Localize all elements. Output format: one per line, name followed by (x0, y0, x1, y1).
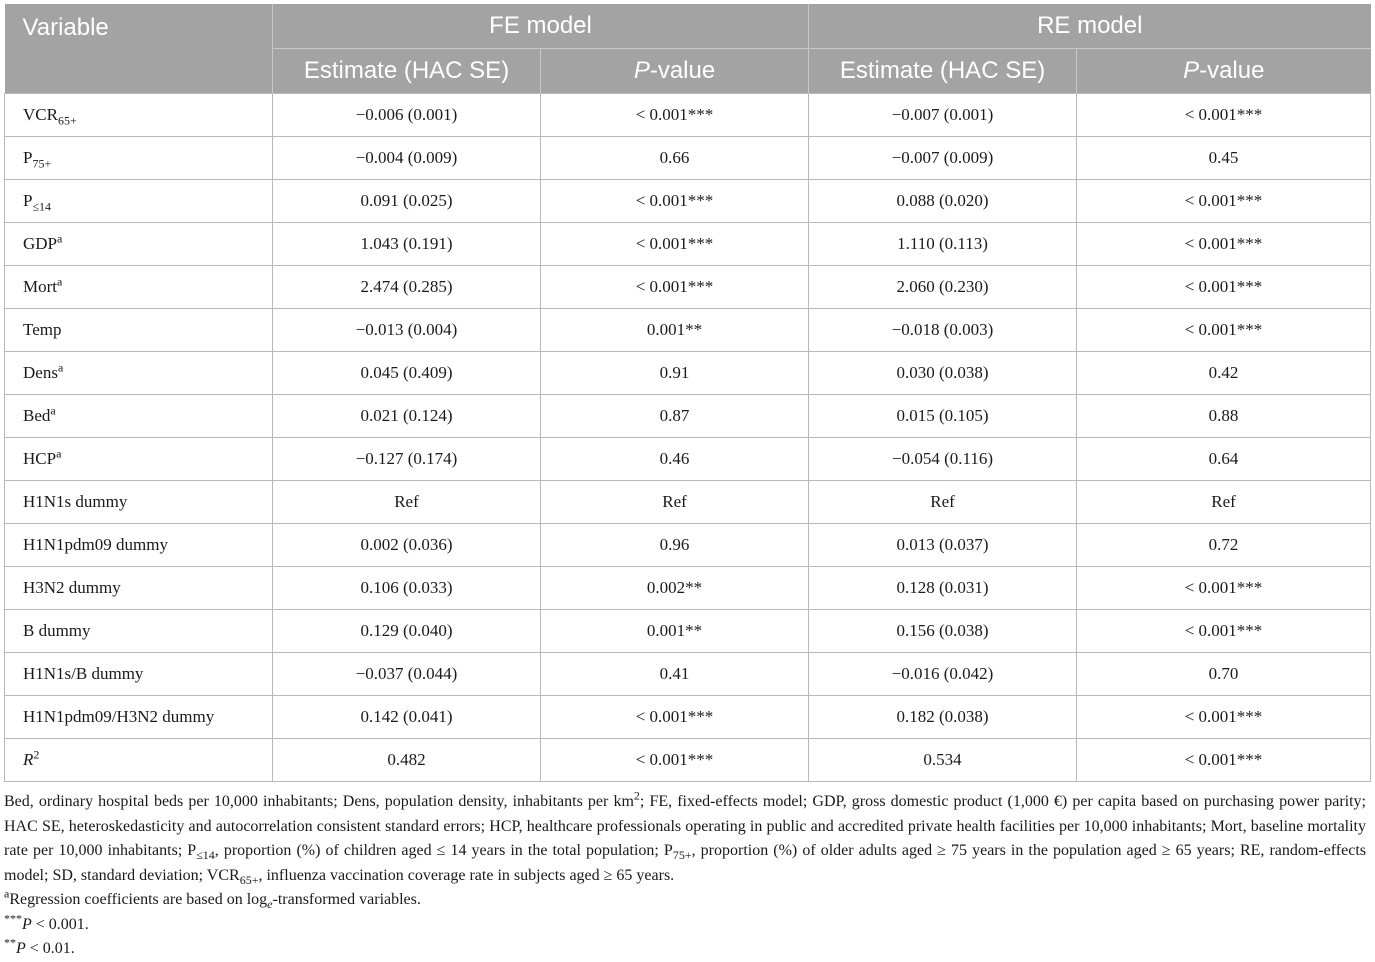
cell-re-estimate: −0.016 (0.042) (809, 653, 1077, 696)
footnote-sub: 75+ (672, 848, 692, 863)
cell-fe-pvalue: < 0.001*** (541, 94, 809, 137)
cell-variable (5, 696, 273, 739)
cell-re-estimate: Ref (809, 481, 1077, 524)
cell-fe-pvalue: 0.001** (541, 309, 809, 352)
cell-re-pvalue: < 0.001*** (1077, 610, 1371, 653)
table-footnotes (4, 790, 1366, 962)
cell-re-estimate: 0.013 (0.037) (809, 524, 1077, 567)
cell-re-pvalue: < 0.001*** (1077, 739, 1371, 782)
cell-fe-pvalue: 0.91 (541, 352, 809, 395)
footnote-sub: ≤14 (196, 848, 215, 863)
table-row (5, 137, 1371, 180)
footnote-sup: 2 (633, 788, 640, 803)
regression-table (4, 4, 1371, 782)
cell-fe-estimate: 2.474 (0.285) (273, 266, 541, 309)
table-row (5, 524, 1371, 567)
footnote-text: Regression coefficients are based on log (9, 891, 268, 908)
variable-subscript: 75+ (32, 156, 52, 171)
variable-name: GDP (23, 234, 58, 253)
cell-re-estimate: −0.054 (0.116) (809, 438, 1077, 481)
footnote-sup: a (4, 886, 10, 901)
cell-fe-estimate: 0.091 (0.025) (273, 180, 541, 223)
regression-table-container (4, 4, 1370, 782)
table-row (5, 266, 1371, 309)
cell-fe-estimate: −0.004 (0.009) (273, 137, 541, 180)
cell-re-estimate: 0.128 (0.031) (809, 567, 1077, 610)
variable-name: HCP (23, 449, 57, 468)
cell-variable (5, 137, 273, 180)
cell-re-estimate: 0.030 (0.038) (809, 352, 1077, 395)
header-p-rest: -value (649, 57, 716, 84)
variable-superscript: a (56, 446, 62, 461)
footnote-three-star (4, 913, 1366, 938)
header-fe-estimate: Estimate (HAC SE) (273, 49, 541, 94)
variable-name: B dummy (23, 621, 91, 640)
cell-variable (5, 352, 273, 395)
cell-re-pvalue: 0.72 (1077, 524, 1371, 567)
header-fe-pvalue (541, 49, 809, 94)
footnote-sup: *** (4, 911, 22, 926)
cell-re-pvalue: 0.42 (1077, 352, 1371, 395)
cell-re-estimate: 0.088 (0.020) (809, 180, 1077, 223)
cell-fe-pvalue: < 0.001*** (541, 266, 809, 309)
cell-fe-pvalue: < 0.001*** (541, 739, 809, 782)
cell-re-estimate: 0.015 (0.105) (809, 395, 1077, 438)
cell-fe-pvalue: < 0.001*** (541, 696, 809, 739)
cell-fe-pvalue: Ref (541, 481, 809, 524)
cell-variable (5, 610, 273, 653)
table-body (5, 94, 1371, 782)
variable-name: R (23, 750, 34, 769)
cell-fe-pvalue: 0.001** (541, 610, 809, 653)
cell-fe-pvalue: 0.46 (541, 438, 809, 481)
cell-fe-pvalue: 0.96 (541, 524, 809, 567)
cell-fe-pvalue: < 0.001*** (541, 180, 809, 223)
cell-re-pvalue: 0.64 (1077, 438, 1371, 481)
cell-fe-estimate: 0.482 (273, 739, 541, 782)
footnote-a (4, 888, 1366, 913)
cell-fe-estimate: −0.037 (0.044) (273, 653, 541, 696)
cell-re-pvalue: < 0.001*** (1077, 266, 1371, 309)
table-row (5, 438, 1371, 481)
cell-re-estimate: 0.534 (809, 739, 1077, 782)
cell-re-pvalue: < 0.001*** (1077, 696, 1371, 739)
table-row (5, 696, 1371, 739)
cell-variable (5, 266, 273, 309)
table-row (5, 567, 1371, 610)
variable-subscript: 65+ (57, 113, 77, 128)
header-p-italic: P (633, 57, 650, 84)
footnote-text: < 0.01. (25, 940, 75, 957)
footnote-text: < 0.001. (31, 915, 89, 933)
cell-variable (5, 438, 273, 481)
table-row (5, 352, 1371, 395)
cell-fe-pvalue: 0.87 (541, 395, 809, 438)
variable-superscript: a (50, 403, 56, 418)
cell-re-pvalue: < 0.001*** (1077, 180, 1371, 223)
footnote-text: , proportion (%) of children aged ≤ 14 years in the total population; P (214, 842, 673, 859)
cell-re-pvalue: < 0.001*** (1077, 309, 1371, 352)
footnote-text: ; FE, fixed-effects model; GDP, gross domestic product (1,000 €) per capita based on purchasing power parity; HAC SE, heteroskedasticity and autocorrelation consistent standard errors; HCP, healthcare professionals operating in public and accredited private health facilities per 10,000 inhabitants; Mort, baseline mortality rate per 10,000 inhabitants; P (4, 793, 1367, 859)
variable-name: Bed (23, 406, 51, 425)
cell-variable (5, 524, 273, 567)
cell-re-estimate: 1.110 (0.113) (809, 223, 1077, 266)
variable-name: Mort (23, 277, 57, 296)
header-fe-model: FE model (273, 4, 809, 49)
table-row (5, 180, 1371, 223)
cell-variable (5, 739, 273, 782)
cell-variable (5, 653, 273, 696)
footnote-sub: e (267, 897, 273, 912)
cell-fe-estimate: 0.129 (0.040) (273, 610, 541, 653)
footnote-text: , influenza vaccination coverage rate in subjects aged ≥ 65 years. (258, 866, 675, 884)
table-row (5, 395, 1371, 438)
cell-re-estimate: 0.156 (0.038) (809, 610, 1077, 653)
cell-re-pvalue: < 0.001*** (1077, 223, 1371, 266)
variable-superscript: a (57, 274, 63, 289)
variable-superscript: a (57, 231, 63, 246)
table-row (5, 309, 1371, 352)
cell-fe-estimate: 0.045 (0.409) (273, 352, 541, 395)
footnote-sup: ** (4, 935, 16, 950)
header-re-pvalue (1077, 49, 1371, 94)
table-row (5, 481, 1371, 524)
cell-fe-estimate: −0.006 (0.001) (273, 94, 541, 137)
footnote-p: P (22, 915, 32, 933)
header-variable: Variable (5, 4, 273, 94)
cell-variable (5, 94, 273, 137)
cell-fe-estimate: Ref (273, 481, 541, 524)
variable-name: H1N1s/B dummy (23, 664, 144, 683)
table-header (5, 4, 1371, 94)
variable-superscript: 2 (33, 747, 40, 762)
cell-fe-estimate: 1.043 (0.191) (273, 223, 541, 266)
cell-variable (5, 395, 273, 438)
cell-fe-pvalue: < 0.001*** (541, 223, 809, 266)
cell-variable (5, 309, 273, 352)
cell-fe-pvalue: 0.002** (541, 567, 809, 610)
variable-name: H1N1s dummy (23, 492, 128, 511)
cell-variable (5, 180, 273, 223)
cell-re-pvalue: < 0.001*** (1077, 94, 1371, 137)
cell-variable (5, 481, 273, 524)
variable-name: Temp (23, 320, 62, 339)
variable-name: H1N1pdm09/H3N2 dummy (23, 707, 215, 726)
header-p-rest: -value (1199, 57, 1265, 84)
variable-name: H3N2 dummy (23, 578, 121, 597)
variable-subscript: ≤14 (32, 199, 52, 214)
variable-name: Dens (23, 363, 58, 382)
variable-superscript: a (57, 360, 64, 375)
footnote-text: , proportion (%) of older adults aged ≥ 75 years in the population aged ≥ 65 years; RE, random-effects model; SD, standard deviation; VCR (4, 842, 1366, 884)
cell-fe-estimate: 0.142 (0.041) (273, 696, 541, 739)
cell-re-estimate: 2.060 (0.230) (809, 266, 1077, 309)
cell-re-pvalue: 0.88 (1077, 395, 1371, 438)
variable-name: P (23, 191, 33, 210)
cell-fe-estimate: −0.013 (0.004) (273, 309, 541, 352)
cell-re-pvalue: Ref (1077, 481, 1371, 524)
table-row (5, 223, 1371, 266)
header-p-italic: P (1183, 57, 1200, 84)
cell-re-pvalue: < 0.001*** (1077, 567, 1371, 610)
cell-re-estimate: −0.007 (0.009) (809, 137, 1077, 180)
table-row (5, 653, 1371, 696)
table-row (5, 739, 1371, 782)
footnote-text: -transformed variables. (272, 891, 421, 908)
table-row (5, 610, 1371, 653)
cell-re-estimate: 0.182 (0.038) (809, 696, 1077, 739)
variable-name: H1N1pdm09 dummy (23, 535, 168, 554)
footnote-p: P (16, 940, 26, 957)
cell-fe-pvalue: 0.41 (541, 653, 809, 696)
cell-re-pvalue: 0.45 (1077, 137, 1371, 180)
header-re-model: RE model (809, 4, 1371, 49)
cell-fe-estimate: 0.002 (0.036) (273, 524, 541, 567)
cell-fe-estimate: 0.106 (0.033) (273, 567, 541, 610)
cell-re-estimate: −0.007 (0.001) (809, 94, 1077, 137)
variable-name: VCR (23, 105, 58, 124)
cell-variable (5, 567, 273, 610)
header-re-estimate: Estimate (HAC SE) (809, 49, 1077, 94)
cell-re-estimate: −0.018 (0.003) (809, 309, 1077, 352)
cell-re-pvalue: 0.70 (1077, 653, 1371, 696)
cell-fe-estimate: 0.021 (0.124) (273, 395, 541, 438)
cell-fe-pvalue: 0.66 (541, 137, 809, 180)
table-row (5, 94, 1371, 137)
cell-variable (5, 223, 273, 266)
footnote-sub: 65+ (239, 872, 259, 887)
footnote-abbreviations (4, 790, 1366, 888)
cell-fe-estimate: −0.127 (0.174) (273, 438, 541, 481)
footnote-text: Bed, ordinary hospital beds per 10,000 inhabitants; Dens, population density, inhabitants per km (4, 793, 634, 810)
variable-name: P (23, 148, 33, 167)
